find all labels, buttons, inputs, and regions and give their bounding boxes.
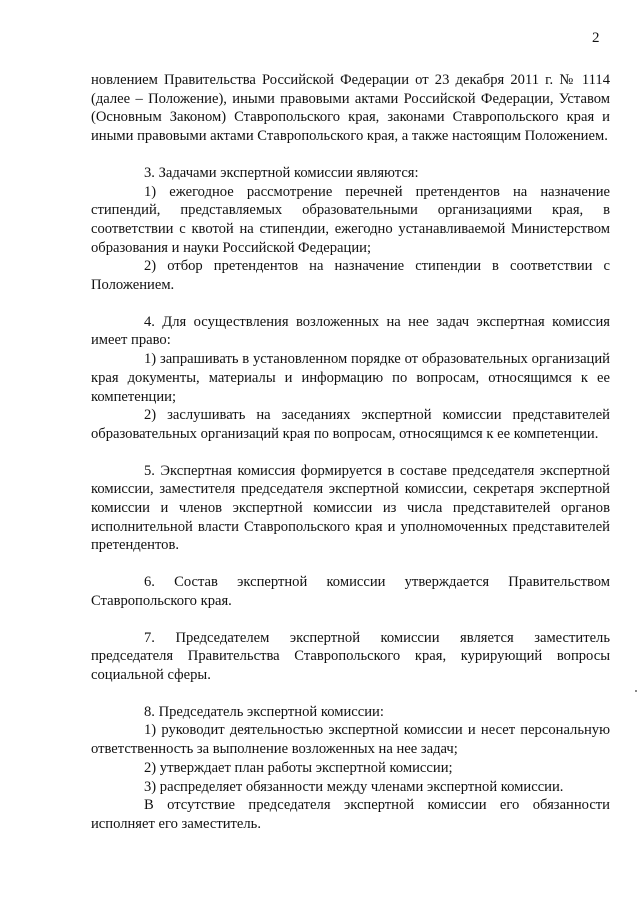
paragraph: 4. Для осуществления возложенных на нее задач экспертная комиссия имеет право: xyxy=(91,313,610,349)
document-body xyxy=(91,71,610,834)
paragraph: 2) утверждает план работы экспертной комиссии; xyxy=(144,759,453,776)
page-number: 2 xyxy=(592,30,600,46)
paragraph-gap xyxy=(91,555,610,573)
paragraph: 2) отбор претендентов на назначение стипендии в соответствии с Положением. xyxy=(91,258,610,294)
scan-speck xyxy=(635,690,637,692)
paragraph: 8. Председатель экспертной комиссии: xyxy=(144,703,384,720)
paragraph: В отсутствие председателя экспертной комиссии его обязанности исполняет его заместитель. xyxy=(91,797,610,832)
paragraph: 5. Экспертная комиссия формируется в составе председателя экспертной комиссии, заместителя председателя экспертной комиссии, секретаря экспертной комиссии и членов экспертной комиссии из числа представителей органов исполнительной власти Ставропольского края и уполномоченных представителей претендентов. xyxy=(91,462,610,554)
paragraph: 1) ежегодное рассмотрение перечней претендентов на назначение стипендий, представляемых образовательными организациями края, в соответствии с квотой на стипендии, ежегодно устанавливаемой Министерством образования и науки Российской Федерации; xyxy=(91,183,610,256)
paragraph: 1) руководит деятельностью экспертной комиссии и несет персональную ответственность за выполнение возложенных на нее задач; xyxy=(91,722,610,758)
paragraph-gap xyxy=(91,685,610,703)
paragraph: 3) распределяет обязанности между членами экспертной комиссии. xyxy=(144,778,564,795)
paragraph: 6. Состав экспертной комиссии утверждается Правительством Ставропольского края. xyxy=(91,574,610,609)
paragraph: 1) запрашивать в установленном порядке от образовательных организаций края документы, материалы и информацию по вопросам, относящимся к ее компетенции; xyxy=(91,351,610,405)
paragraph-gap xyxy=(91,146,610,164)
paragraph-gap xyxy=(91,295,610,313)
paragraph: новлением Правительства Российской Федерации от 23 декабря 2011 г. № 1114 (далее – Положение), иными правовыми актами Российской Федерации, Уставом (Основным Законом) Ставропольского края, законами Ставропольского края и иными правовыми актами Ставропольского края, а также настоящим Положением. xyxy=(91,72,610,145)
paragraph-gap xyxy=(91,444,610,462)
paragraph-gap xyxy=(91,611,610,629)
paragraph: 7. Председателем экспертной комиссии является заместитель председателя Правительства Ставропольского края, курирующий вопросы социальной сферы. xyxy=(91,629,610,683)
paragraph: 2) заслушивать на заседаниях экспертной комиссии представителей образовательных организаций края по вопросам, относящимся к ее компетенции. xyxy=(91,407,610,442)
paragraph: 3. Задачами экспертной комиссии являются: xyxy=(144,164,419,181)
